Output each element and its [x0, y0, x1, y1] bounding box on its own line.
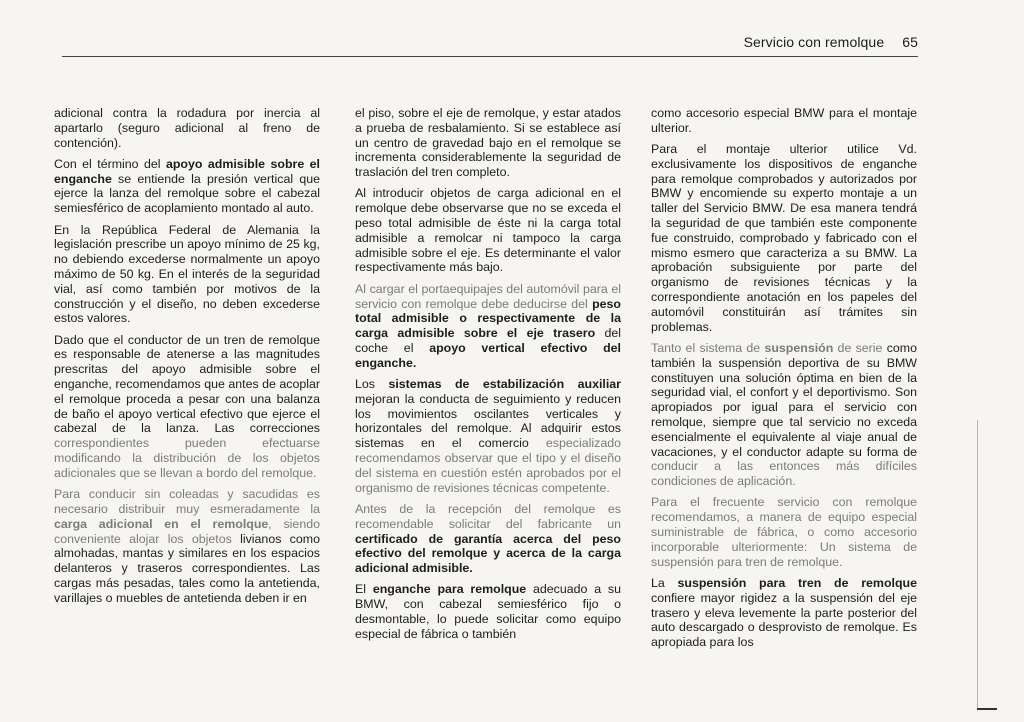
text-run: Para el frecuente servicio con remolque recomendamos, a manera de equipo especial suministrable de fábrica, o como accesorio incorporable ulteriormente: Un sistema de suspensión para tren de remolque. [651, 495, 917, 569]
paragraph [54, 157, 320, 216]
text-run: adecuado a su BMW, con cabezal semiesférico fijo o desmontable, lo puede solicitar como equipo especial de fábrica o también [355, 582, 621, 641]
bold-text-run: carga adicional en el remolque [54, 516, 269, 531]
text-column-1 [54, 106, 320, 612]
text-run: como accesorio especial BMW para el montaje ulterior. [651, 106, 917, 135]
text-run: del coche el [355, 326, 621, 355]
paragraph [651, 106, 917, 136]
paragraph [355, 502, 621, 576]
text-run: especializado recomendamos observar que el tipo y el diseño del sistema en cuestión estén aprobados por el organismo de revisiones técnicas competente. [355, 436, 621, 495]
paragraph [54, 106, 320, 150]
bold-text-run: apoyo vertical efectivo del enganche. [355, 340, 622, 370]
text-run: Al cargar el portaequipajes del automóvil para el servicio con remolque debe deducirse del [355, 281, 621, 311]
paragraph [54, 223, 320, 327]
text-run: La [651, 575, 678, 590]
page-number: 65 [902, 34, 918, 50]
text-run: , siendo conveniente alojar los objetos [54, 516, 320, 546]
bold-text-run: apoyo admisible sobre el enganche [54, 156, 320, 186]
bold-text-run: enganche para remolque [372, 582, 527, 597]
paragraph [651, 341, 917, 489]
bold-text-run: suspensión [764, 340, 834, 355]
text-run: Para el montaje ulterior utilice Vd. exclusivamente los dispositivos de enganche para remolque comprobados y autorizados por BMW y encomiende su experto montaje a un taller del Servicio BMW. De esa manera tendrá la seguridad de que también este componente fue construido, comprobado y fabricado con el mismo esmero que caracteriza a su BMW. La aprobación subsiguiente por parte del organismo de revisiones técnicas y la correspondiente anotación en los papeles del automóvil constituirán así trámites sin problemas. [651, 142, 917, 334]
text-run: Tanto el sistema de [651, 340, 765, 355]
text-run: mejoran la conducta de seguimiento y reducen los movimientos oscilantes verticales y horizontales del remolque. Al adquirir estos sistemas en el comercio [355, 391, 621, 451]
text-run: Al introducir objetos de carga adicional en el remolque debe observarse que no se exceda el peso total admisible de éste ni la carga total admisible a remolcar ni tampoco la carga admisible sobre el eje. Es determinante el valor respectivamente más bajo. [355, 186, 621, 275]
text-run: Dado que el conductor de un tren de remolque es responsable de atenerse a las magnitudes prescritas del apoyo admisible sobre el enganche, recomendamos que antes de acoplar el remolque proceda a pesar con una balanza de baño el apoyo vertical efectivo que ejerce el cabezal de la lanza. Las correcciones [54, 332, 320, 436]
text-run: Para conducir sin coleadas y sacudidas es necesario distribuir muy esmeradamente la [54, 487, 320, 516]
paragraph [651, 495, 917, 569]
paragraph [355, 582, 621, 641]
text-run: livianos como almohadas, mantas y similares en los espacios delanteros y traseros correspondientes. Las cargas más pesadas, tales como la antetienda, varillajes o muebles de antetienda deben ir en [54, 531, 320, 605]
paragraph [355, 282, 621, 371]
text-run: conducir a las entonces más difíciles condiciones de aplicación. [651, 459, 917, 489]
text-run: El [355, 582, 373, 597]
page-header [62, 34, 918, 56]
text-run: Los [355, 377, 389, 392]
text-run: de serie [833, 340, 887, 355]
paragraph [355, 186, 621, 275]
text-run: adicional contra la rodadura por inercia al apartarlo (seguro adicional al freno de contención). [54, 106, 320, 150]
bold-text-run: peso total admisible o respectivamente de la carga admisible sobre el eje trasero [355, 296, 621, 341]
text-run: Con el término del [54, 156, 166, 171]
running-head [744, 34, 918, 50]
paragraph [54, 333, 320, 481]
text-run: Antes de la recepción del remolque es recomendable solicitar del fabricante un [355, 501, 621, 531]
text-run: como también la suspensión deportiva de su BMW constituyen una solución óptima en bien de la seguridad vial, el confort y el deportivismo. Son apropiados por igual para el servicio con remolque, siempre que tal servicio no exceda esencialmente el equivalente al viaje anual de vacaciones, y el conductor adapte su forma de [651, 340, 917, 459]
bold-text-run: suspensión para tren de remolque [677, 575, 917, 590]
bold-text-run: sistemas de estabilización auxiliar [388, 377, 621, 392]
text-run: correspondientes pueden efectuarse modificando la distribución de los objetos adicionales que se llevan a bordo del remolque. [54, 436, 320, 480]
paragraph [355, 106, 621, 180]
bold-text-run: certificado de garantía acerca del peso efectivo del remolque y acerca de la carga adicional admisible. [355, 531, 621, 576]
text-column-2 [355, 106, 621, 648]
text-run: En la República Federal de Alemania la legislación prescribe un apoyo mínimo de 25 kg, no debiendo excederse normalmente un apoyo máximo de 50 kg. En el interés de la seguridad vial, así como también por motivos de la construcción y el diseño, no deben excederse estos valores. [54, 222, 320, 326]
text-run: confiere mayor rigidez a la suspensión del eje trasero y eleva levemente la parte posterior del auto descargado o desprovisto de remolque. Es apropiada para los [651, 590, 917, 650]
paragraph [651, 576, 917, 650]
paragraph [355, 377, 621, 495]
paragraph [54, 487, 320, 605]
page-edge-mark [977, 420, 994, 710]
text-run: el piso, sobre el eje de remolque, y estar atados a prueba de resbalamiento. Si se establece así un centro de gravedad bajo en el remolque se incrementa considerablemente la seguridad de traslación del tren completo. [355, 106, 621, 180]
header-rule [62, 56, 918, 57]
paragraph [651, 142, 917, 334]
text-run: se entiende la presión vertical que ejerce la lanza del remolque sobre el cabezal semiesférico de acoplamiento montado al auto. [54, 171, 320, 216]
text-column-3 [651, 106, 917, 656]
section-title: Servicio con remolque [743, 34, 885, 50]
